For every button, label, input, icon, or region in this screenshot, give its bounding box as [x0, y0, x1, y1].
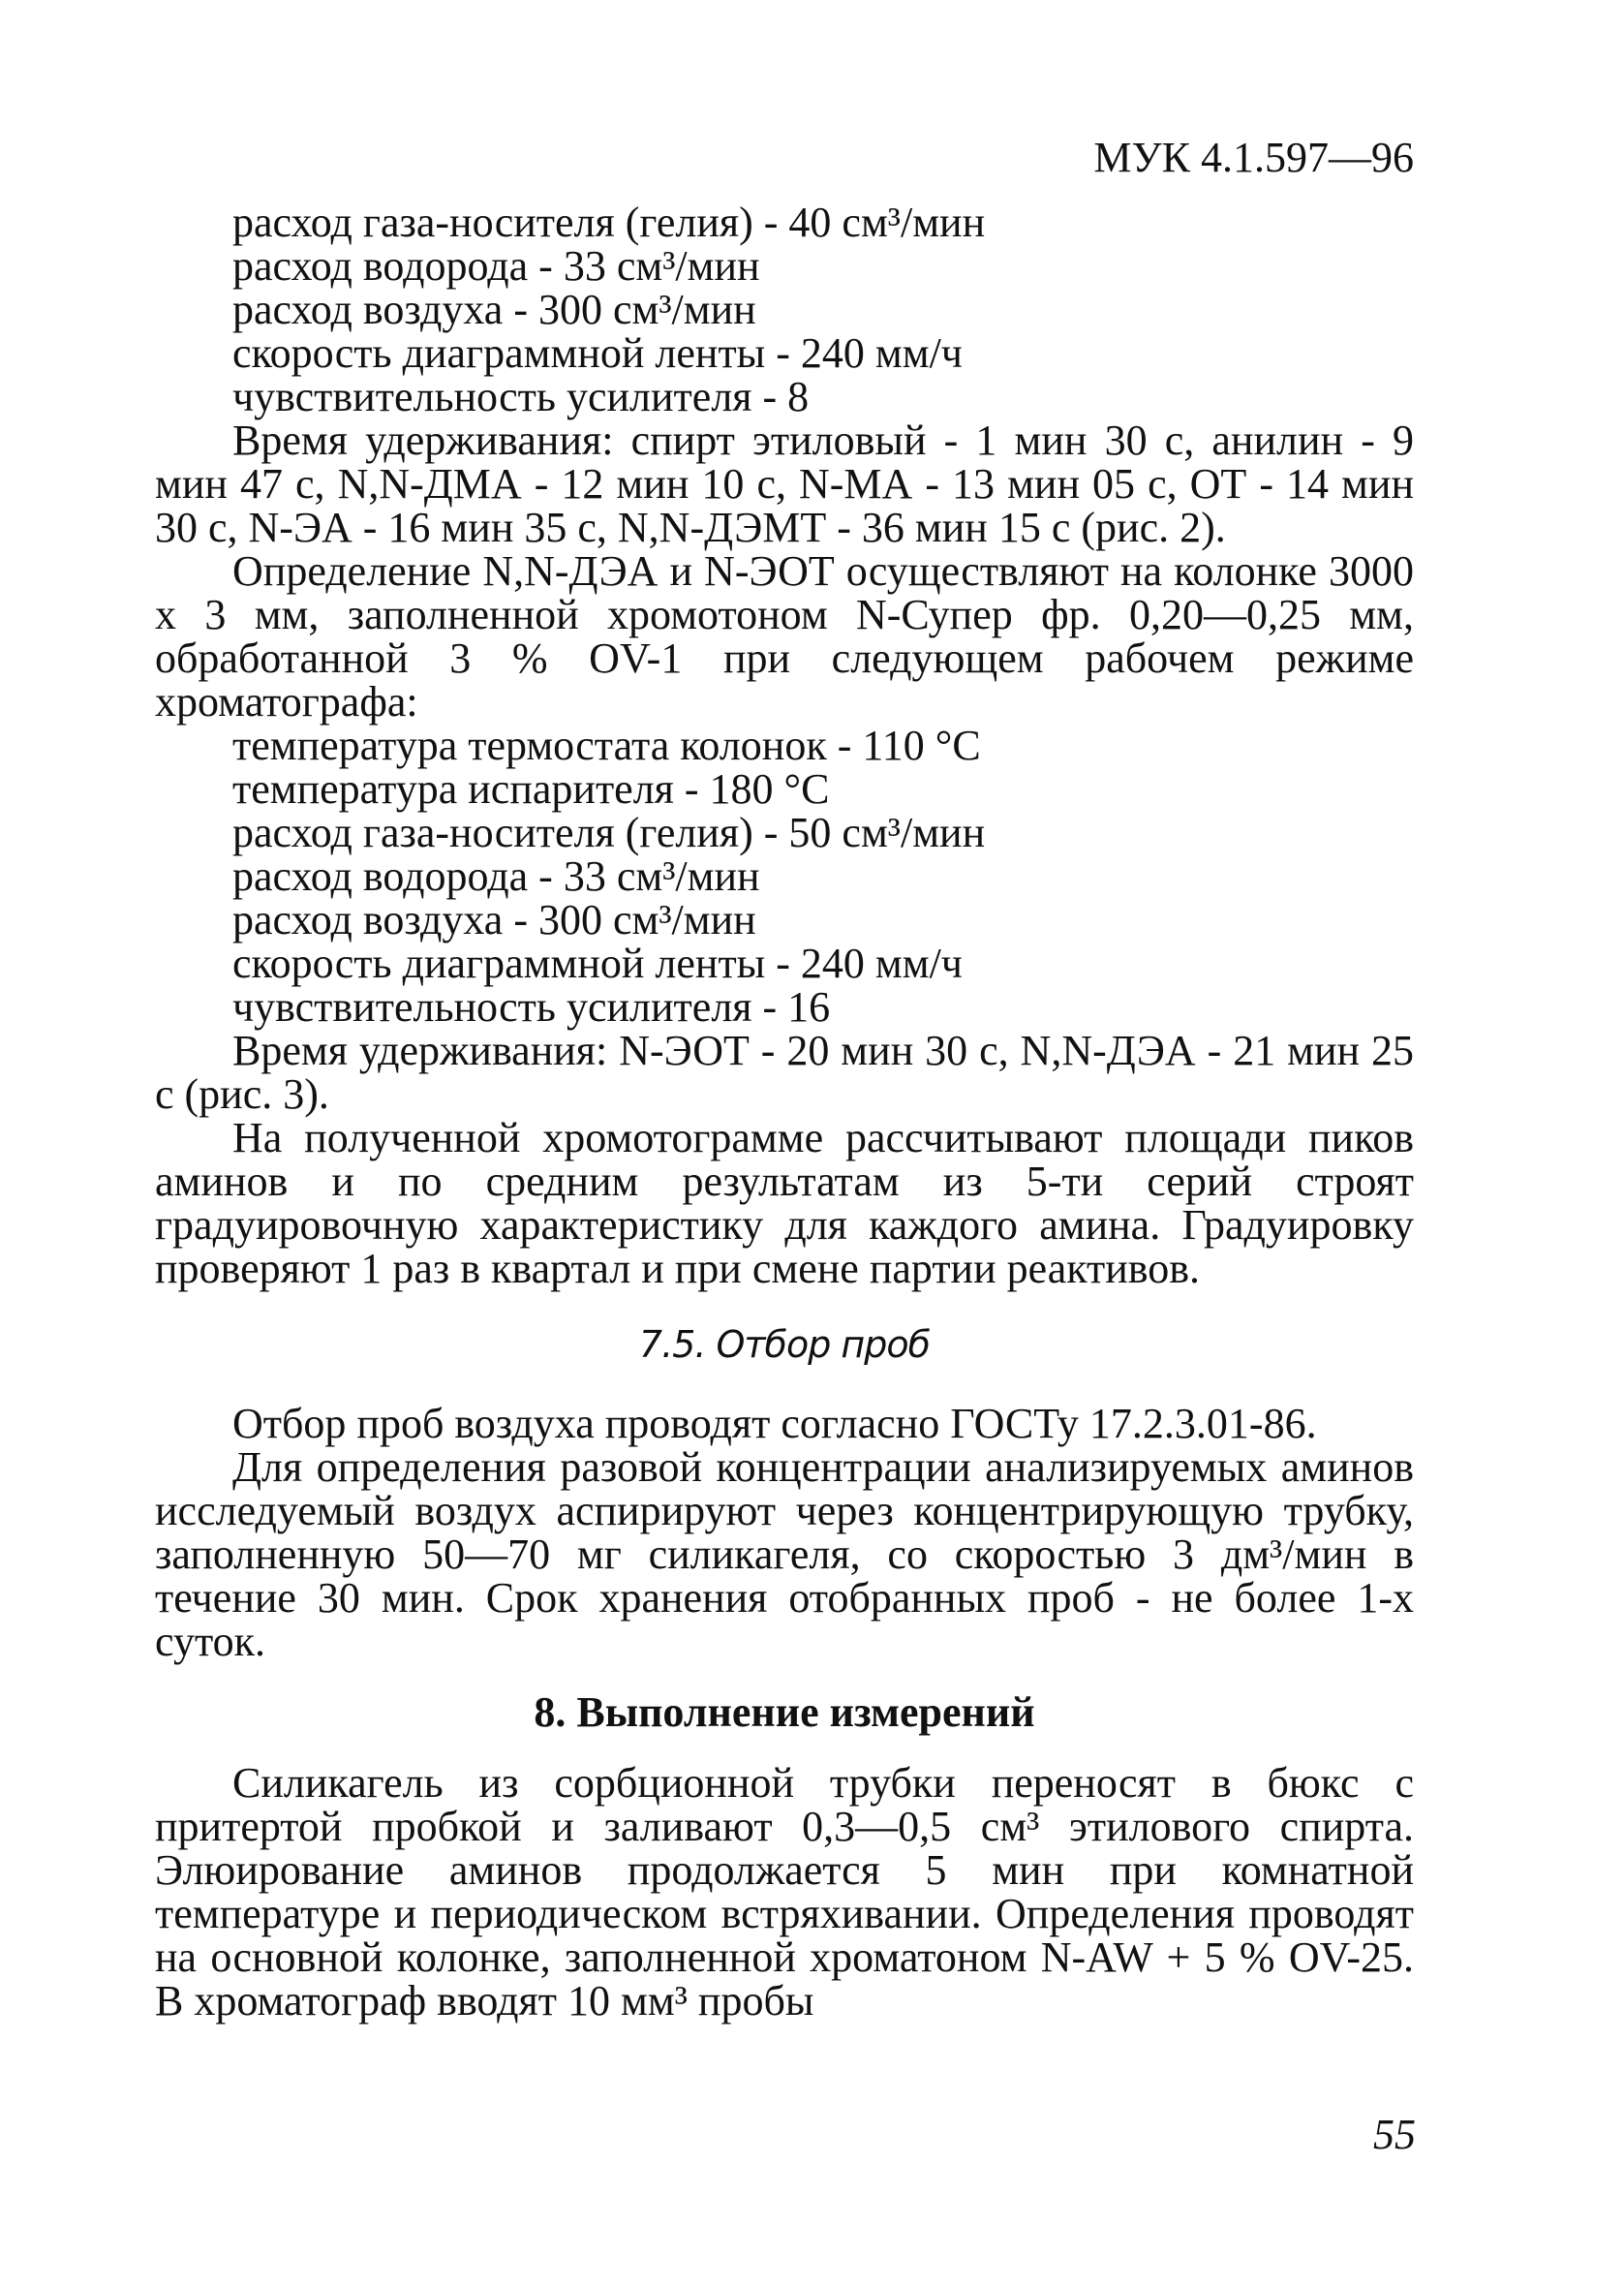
- settings-line: расход газа-носителя (гелия) - 40 см³/мин: [232, 199, 986, 246]
- chromatograph-settings-block-1: [155, 201, 1414, 418]
- settings-line: температура термостата колонок - 110 °С: [232, 722, 981, 769]
- chromatograph-settings-block-2: [155, 724, 1414, 1029]
- page-number: 55: [1373, 2111, 1416, 2158]
- settings-line: чувствительность усилителя - 16: [232, 983, 831, 1031]
- settings-line: скорость диаграммной ленты - 240 мм/ч: [232, 940, 963, 987]
- section-title-sampling: 7.5. Отбор проб: [638, 1323, 931, 1366]
- settings-line: температура испарителя - 180 °С: [232, 765, 830, 813]
- settings-line: чувствительность усилителя - 8: [232, 373, 810, 420]
- settings-line: расход водорода - 33 см³/мин: [232, 852, 760, 900]
- section-heading-measurements: 8. Выполнение измерений: [534, 1688, 1035, 1736]
- retention-times-paragraph-2: Время удерживания: N-ЭОТ - 20 мин 30 с, N,N-ДЭА - 21 мин 25 с (рис. 3).: [155, 1027, 1414, 1118]
- settings-line: скорость диаграммной ленты - 240 мм/ч: [232, 329, 963, 377]
- settings-line: расход водорода - 33 см³/мин: [232, 242, 760, 290]
- measurement-paragraph: Силикагель из сорбционной трубки переносят в бюкс с притертой пробкой и заливают 0,3—0,5 см³ этилового спирта. Элюирование аминов продолжается 5 мин при комнатной температуре и периодическом встряхивании. Определения проводят на основной колонке, заполненной хроматоном N-AW + 5 % OV-25. В хроматограф вводят 10 мм³ пробы: [155, 1759, 1414, 2025]
- sampling-paragraph-1: Отбор проб воздуха проводят согласно ГОСТу 17.2.3.01-86.: [232, 1400, 1317, 1447]
- sampling-paragraph-2: Для определения разовой концентрации анализируемых аминов исследуемый воздух аспирируют через концентрирующую трубку, заполненную 50—70 мг силикагеля, со скоростью 3 дм³/мин в течение 30 мин. Срок хранения отобранных проб - не более 1-х суток.: [155, 1443, 1414, 1665]
- document-page: [155, 136, 1414, 2023]
- retention-times-paragraph-1: Время удерживания: спирт этиловый - 1 мин 30 с, анилин - 9 мин 47 с, N,N-ДМА - 12 мин 10 с, N-МА - 13 мин 05 с, ОТ - 14 мин 30 с, N-ЭА - 16 мин 35 с, N,N-ДЭМТ - 36 мин 15 с (рис. 2).: [155, 417, 1414, 551]
- settings-line: расход воздуха - 300 см³/мин: [232, 896, 756, 943]
- calibration-paragraph: На полученной хромотограмме рассчитывают площади пиков аминов и по средним результатам из 5-ти серий строят градуировочную характеристику для каждого амина. Градуировку проверяют 1 раз в квартал и при смене партии реактивов.: [155, 1114, 1414, 1292]
- settings-line: расход газа-носителя (гелия) - 50 см³/мин: [232, 809, 986, 856]
- settings-line: расход воздуха - 300 см³/мин: [232, 286, 756, 333]
- determination-paragraph: Определение N,N-ДЭА и N-ЭОТ осуществляют на колонке 3000 х 3 мм, заполненной хромотоном N-Супер фр. 0,20—0,25 мм, обработанной 3 % OV-1 при следующем рабочем режиме хроматографа:: [155, 547, 1414, 726]
- document-code-header: МУК 4.1.597—96: [1093, 134, 1414, 181]
